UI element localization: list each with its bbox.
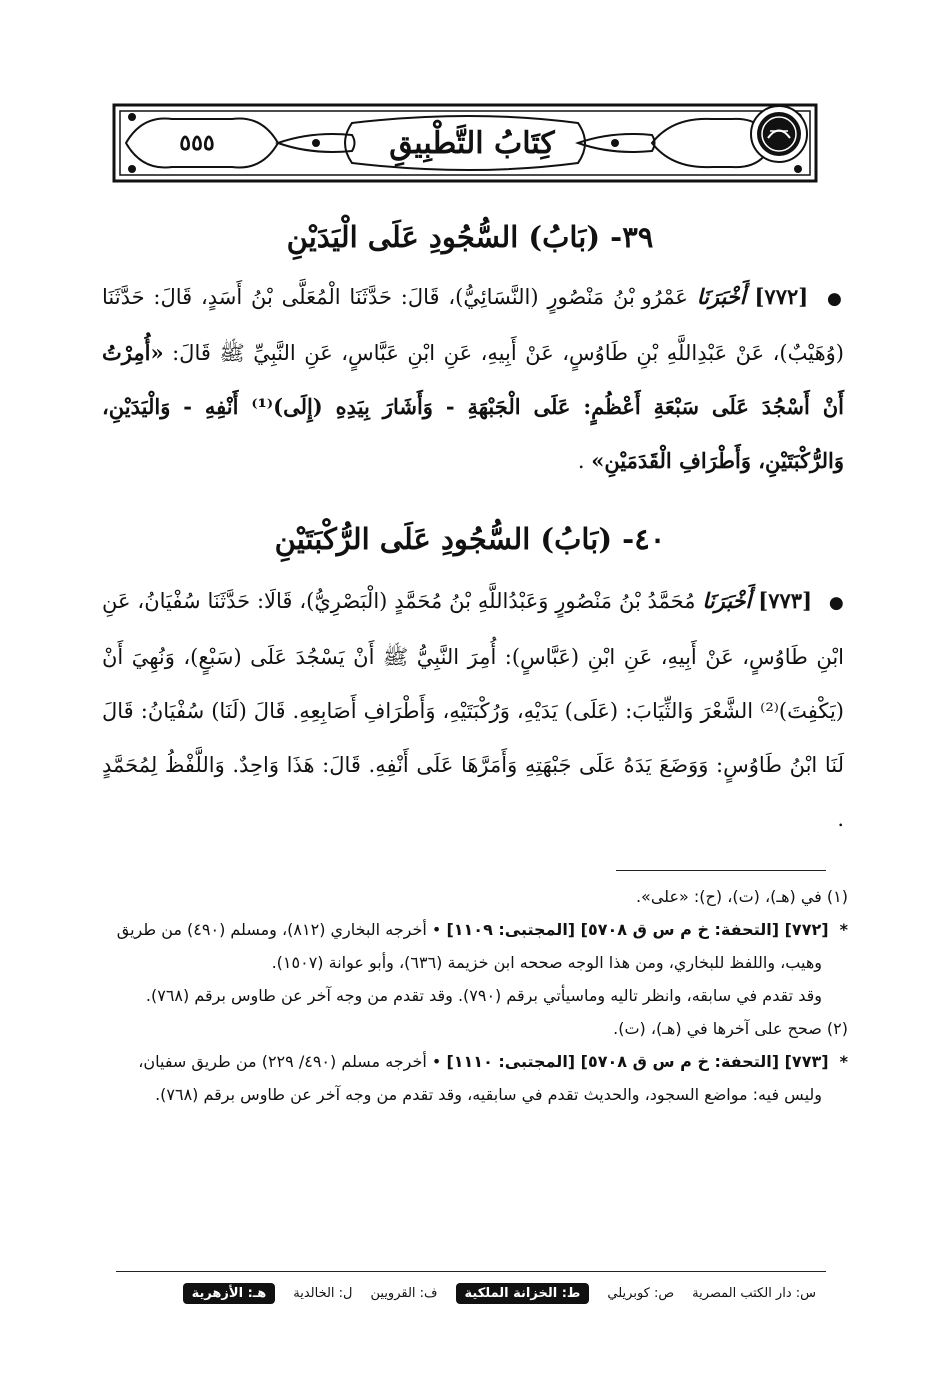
star-icon: * [839, 920, 848, 939]
hadith-end: . [577, 449, 585, 473]
bullet-icon: ● [828, 593, 844, 613]
hadith-matn: «أُمِرْتُ أَنْ أَسْجُدَ عَلَى سَبْعَةِ أَعْظُمٍ: عَلَى الْجَبْهَةِ - وَأَشَارَ بِيَدِهِ (إِلَى)⁽¹⁾ أَنْفِهِ - وَالْيَدَيْنِ، وَالرُّكْبَتَيْنِ، وَأَطْرَافِ الْقَدَمَيْنِ» [102, 340, 845, 473]
takhrij-text: • أخرجه مسلم (٤٩٠/ ٢٢٩) من طريق سفيان، وليس فيه: مواضع السجود، والحديث تقدم في سابقيه، وقد تقدم من وجه آخر عن طاوس برقم (٧٦٨). [138, 1052, 822, 1104]
legend-divider [116, 1271, 826, 1272]
hadith-773 [102, 574, 844, 846]
akhbarana-word: أَخْبَرَنَا [696, 284, 746, 309]
footnote-1 [100, 880, 848, 913]
hadith-772 [102, 270, 844, 488]
chapter-heading-39: ٣٩- (بَابُ) السُّجُودِ عَلَى الْيَدَيْنِ [286, 220, 654, 254]
hadith-number: [٧٧٣] [758, 588, 812, 613]
book-title: كِتَابُ التَّطْبِيقِ [389, 125, 555, 161]
book-seal-icon [748, 103, 810, 165]
legend-item-ha: هـ: الأزهرية [183, 1283, 276, 1304]
manuscript-legend [183, 1278, 816, 1308]
footnote-divider [616, 870, 826, 871]
footnote-text: (١) في (هـ)، (ت)، (ح): «على». [635, 887, 848, 906]
hadith-end: . [837, 807, 844, 831]
footnote-text: (٢) صحح على آخرها في (هـ)، (ت). [613, 1019, 848, 1038]
page-number: ٥٥٥ [179, 130, 215, 156]
star-icon: * [839, 1052, 848, 1071]
hadith-number: [٧٧٢] [754, 284, 809, 309]
takhrij-text: وقد تقدم في سابقه، وانظر تاليه وماسيأتي برقم (٧٩٠). وقد تقدم من وجه آخر عن طاوس برقم (٧٦٨). [145, 986, 822, 1005]
chapter-heading-40: ٤٠- (بَابُ) السُّجُودِ عَلَى الرُّكْبَتَيْنِ [274, 522, 666, 556]
hadith-text: مُحَمَّدُ بْنُ مَنْصُورٍ وَعَبْدُاللَّهِ بْنُ مُحَمَّدٍ (الْبَصْرِيُّ)، قَالَا: حَدَّثَنَا سُفْيَانُ، عَنِ ابْنِ طَاوُسٍ، عَنْ أَبِيهِ، عَنِ ابْنِ (عَبَّاسٍ): أُمِرَ النَّبِيُّ ﷺ أَنْ يَسْجُدَ عَلَى (سَبْعٍ)، وَنُهِيَ أَنْ (يَكْفِتَ)⁽²⁾ الشَّعْرَ وَالثِّيَابَ: (عَلَى) يَدَيْهِ، وَرُكْبَتَيْهِ، وَأَطْرَافِ أَصَابِعِهِ. قَالَ (لَنَا) سُفْيَانُ: قَالَ لَنَا ابْنُ طَاوُسٍ: وَوَضَعَ يَدَهُ عَلَى جَبْهَتِهِ وَأَمَرَّهَا عَلَى أَنْفِهِ. قَالَ: هَذَا وَاحِدٌ. وَاللَّفْظُ لِمُحَمَّدٍ [102, 589, 844, 777]
takhrij-reference: [٧٧٢] [التحفة: خ م س ق ٥٧٠٨] [المجتبى: ١١٠٩] [446, 920, 829, 939]
page-header [112, 103, 818, 183]
footnotes [100, 880, 848, 1111]
hadith-isnad: عَمْرُو بْنُ مَنْصُورٍ (النَّسَائِيُّ)، قَالَ: حَدَّثَنَا الْمُعَلَّى بْنُ أَسَدٍ، قَالَ: حَدَّثَنَا (وُهَيْبٌ)، عَنْ عَبْدِاللَّهِ بْنِ طَاوُسٍ، عَنْ أَبِيهِ، عَنِ ابْنِ عَبَّاسٍ، عَنِ النَّبِيِّ ﷺ قَالَ: [102, 285, 844, 365]
legend-item-ta: ط: الخزانة الملكية [456, 1283, 590, 1304]
takhrij-reference: [٧٧٣] [التحفة: خ م س ق ٥٧٠٨] [المجتبى: ١١١٠] [446, 1052, 829, 1071]
akhbarana-word: أَخْبَرَنَا [702, 588, 752, 613]
legend-item-fa: ف: القرويين [370, 1285, 438, 1301]
takhrij-772-continued [100, 979, 848, 1012]
footnote-2 [100, 1012, 848, 1045]
takhrij-text: • أخرجه البخاري (٨١٢)، ومسلم (٤٩٠) من طريق وهيب، واللفظ للبخاري، ومن هذا الوجه صححه ابن خزيمة (٦٣٦)، وأبو عوانة (١٥٠٧). [116, 920, 822, 972]
takhrij-773 [100, 1045, 848, 1111]
legend-item-lam: ل: الخالدية [293, 1285, 353, 1301]
legend-item-s: س: دار الكتب المصرية [692, 1285, 816, 1301]
takhrij-772 [100, 913, 848, 979]
legend-item-sad: ص: كوبريلي [607, 1285, 675, 1301]
bullet-icon: ● [827, 289, 844, 309]
